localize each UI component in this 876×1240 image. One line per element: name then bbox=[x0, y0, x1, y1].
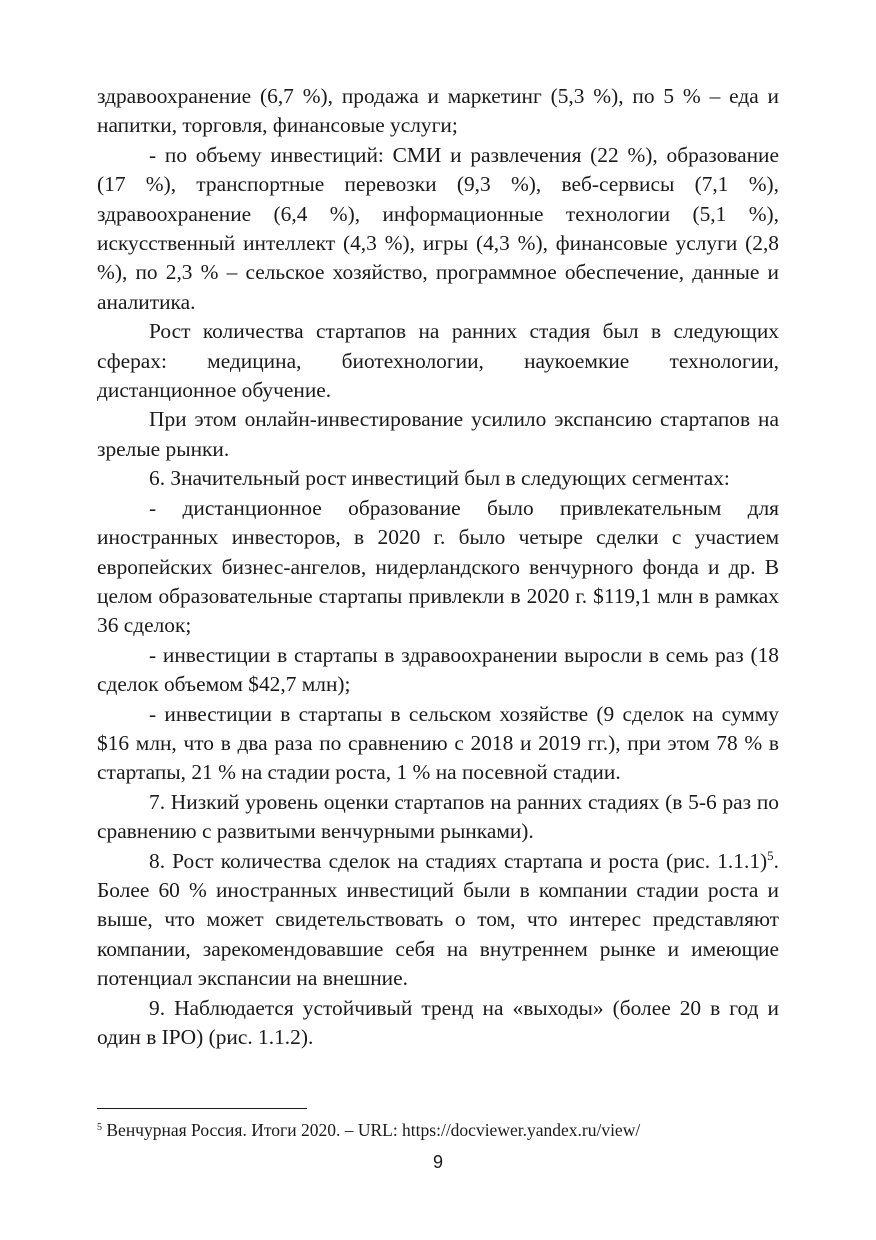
paragraph-online-investing: При этом онлайн-инвестирование усилило экспансию стартапов на зрелые рынки. bbox=[97, 407, 779, 461]
paragraph-healthcare: - инвестиции в стартапы в здравоохранении выросли в семь раз (18 сделок объемом $42,7 млн); bbox=[97, 642, 779, 697]
paragraph-agriculture: - инвестиции в стартапы в сельском хозяйстве (9 сделок на сумму $16 млн, что в два раза по сравнению с 2018 и 2019 гг.), при этом 78 % в стартапы, 21 % на стадии роста, 1 % на посевной стадии. bbox=[97, 701, 779, 785]
footnote-reference[interactable]: 5 bbox=[767, 847, 774, 863]
paragraph-item-7: 7. Низкий уровень оценки стартапов на ранних стадиях (в 5-6 раз по сравнению с развитыми венчурными рынками). bbox=[97, 789, 779, 844]
paragraph-item-6: 6. Значительный рост инвестиций был в следующих сегментах: bbox=[149, 466, 730, 491]
paragraph-1: здравоохранение (6,7 %), продажа и маркетинг (5,3 %), по 5 % – еда и напитки, торговля, финансовые услуги; bbox=[97, 84, 779, 138]
footnote bbox=[97, 1119, 797, 1141]
paragraph-item-8-end: . Более 60 % иностранных инвестиций были в компании стадии роста и выше, что может свидетельствовать о том, что интерес представляют компании, зарекомендовавшие себя на внутреннем рынке и имеющие потенциал экспансии на внешние. bbox=[97, 848, 779, 991]
paragraph-item-8 bbox=[97, 847, 779, 994]
paragraph-item-8-start: 8. Рост количества сделок на стадиях стартапа и роста (рис. 1.1.1) bbox=[149, 848, 768, 873]
footnote-divider bbox=[97, 1108, 307, 1109]
paragraph-item-9: 9. Наблюдается устойчивый тренд на «выходы» (более 20 в год и один в IPO) (рис. 1.1.2). bbox=[97, 995, 779, 1049]
page-number: 9 bbox=[432, 1152, 443, 1172]
paragraph-distance-education: - дистанционное образование было привлекательным для иностранных инвесторов, в 2020 г. было четыре сделки с участием европейских бизнес-ангелов, нидерландского венчурного фонда и др. В целом образовательные стартапы привлекли в 2020 г. $119,1 млн в рамках 36 сделок; bbox=[97, 495, 779, 638]
paragraph-investment-volume: - по объему инвестиций: СМИ и развлечения (22 %), образование (17 %), транспортные перевозки (9,3 %), веб-сервисы (7,1 %), здравоохранение (6,4 %), информационные технологии (5,1 %), искусственный интеллект (4,3 %), игры (4,3 %), финансовые услуги (2,8 %), по 2,3 % – сельское хозяйство, программное обеспечение, данные и аналитика. bbox=[97, 142, 779, 314]
page-body bbox=[97, 82, 779, 1052]
footnote-text: Венчурная Россия. Итоги 2020. – URL: https://docviewer.yandex.ru/view/ bbox=[102, 1120, 641, 1140]
paragraph-early-stage-growth: Рост количества стартапов на ранних стадия был в следующих сферах: медицина, биотехнологии, наукоемкие технологии, дистанционное обучение. bbox=[97, 319, 779, 403]
footnote-mark: 5 bbox=[97, 1122, 102, 1133]
